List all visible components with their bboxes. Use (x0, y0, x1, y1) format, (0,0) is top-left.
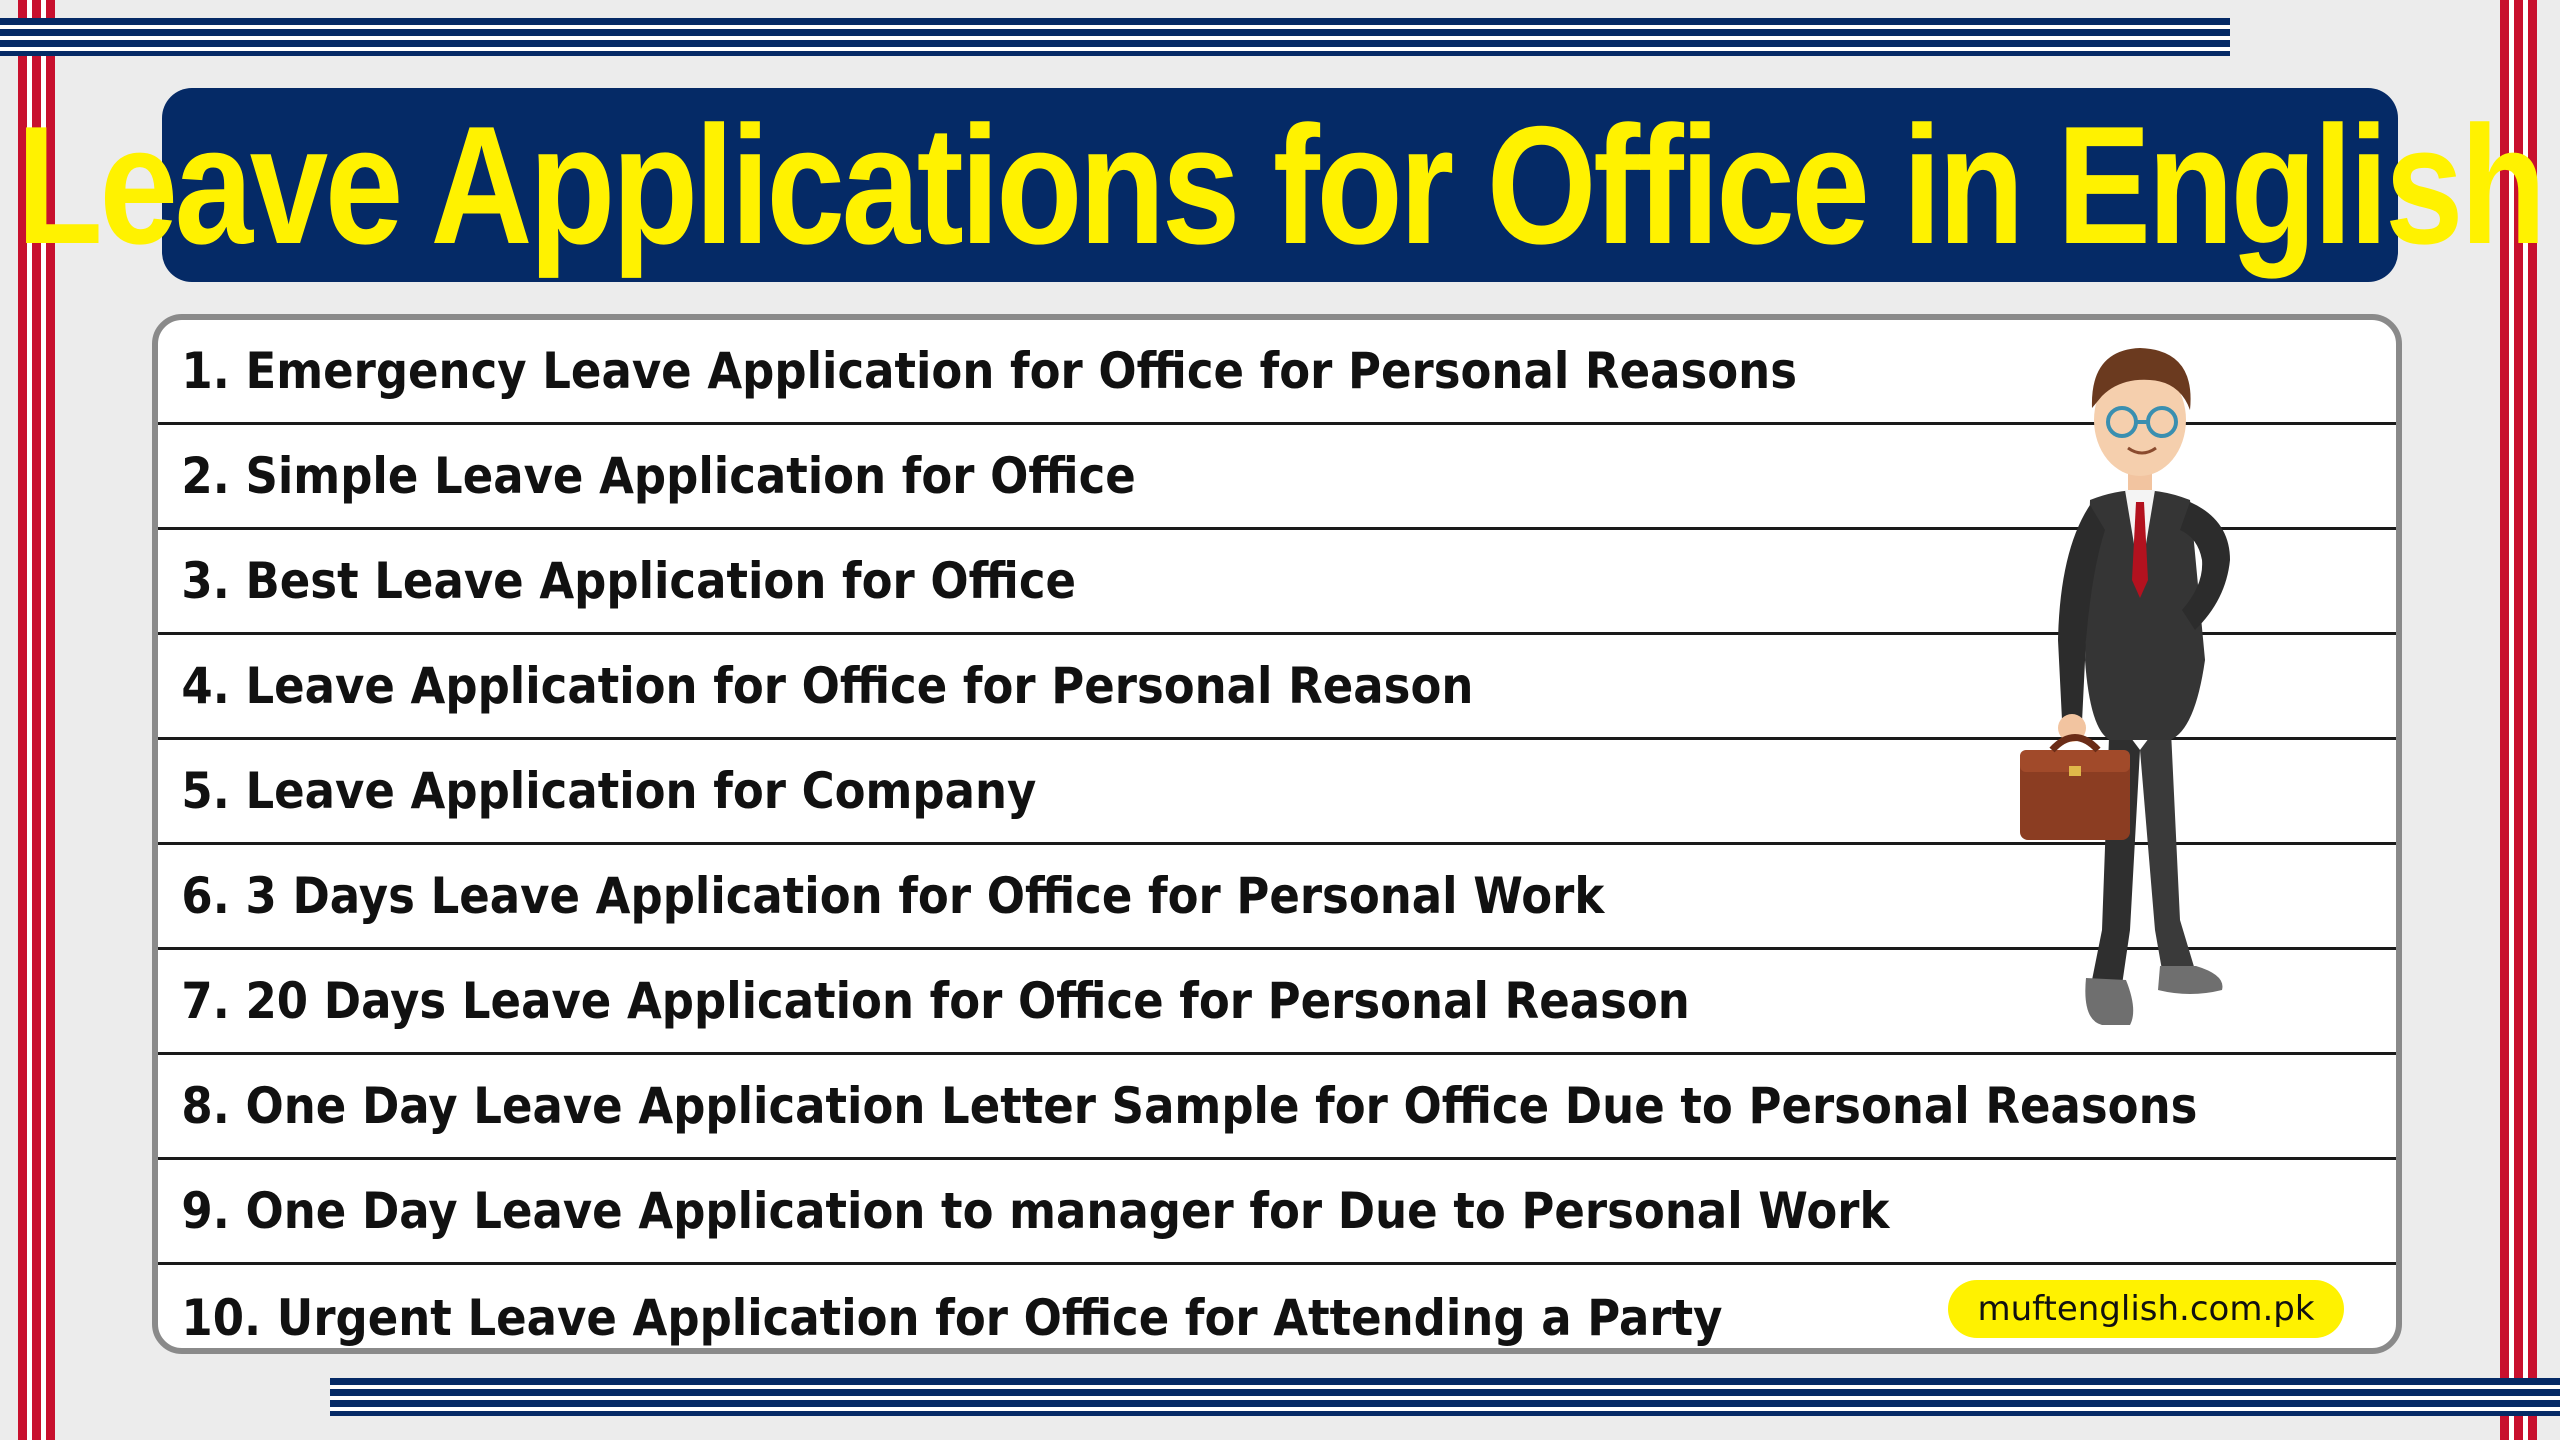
top-decorative-stripes (0, 18, 2230, 56)
list-item-text: 1. Emergency Leave Application for Office for Personal Reasons (181, 342, 1797, 400)
list-item-text: 7. 20 Days Leave Application for Office for Personal Reason (181, 972, 1690, 1030)
list-item-text: 5. Leave Application for Company (181, 762, 1037, 820)
page-title: Leave Applications for Office in English (16, 91, 2544, 279)
businessman-illustration (1990, 330, 2290, 1060)
list-item-text: 10. Urgent Leave Application for Office for Attending a Party (181, 1288, 1723, 1347)
list-item-text: 8. One Day Leave Application Letter Sample for Office Due to Personal Reasons (181, 1077, 2198, 1135)
list-item-text: 3. Best Leave Application for Office (181, 552, 1077, 610)
bottom-decorative-stripes (330, 1378, 2560, 1416)
website-badge: muftenglish.com.pk (1948, 1280, 2344, 1338)
list-item-text: 6. 3 Days Leave Application for Office for Personal Work (181, 867, 1605, 925)
list-item-text: 2. Simple Leave Application for Office (181, 447, 1136, 505)
list-item-text: 4. Leave Application for Office for Personal Reason (181, 657, 1474, 715)
title-banner (16, 88, 2544, 282)
list-item-text: 9. One Day Leave Application to manager for Due to Personal Work (181, 1182, 1890, 1240)
list-item (158, 1055, 2396, 1160)
list-item (158, 1160, 2396, 1265)
